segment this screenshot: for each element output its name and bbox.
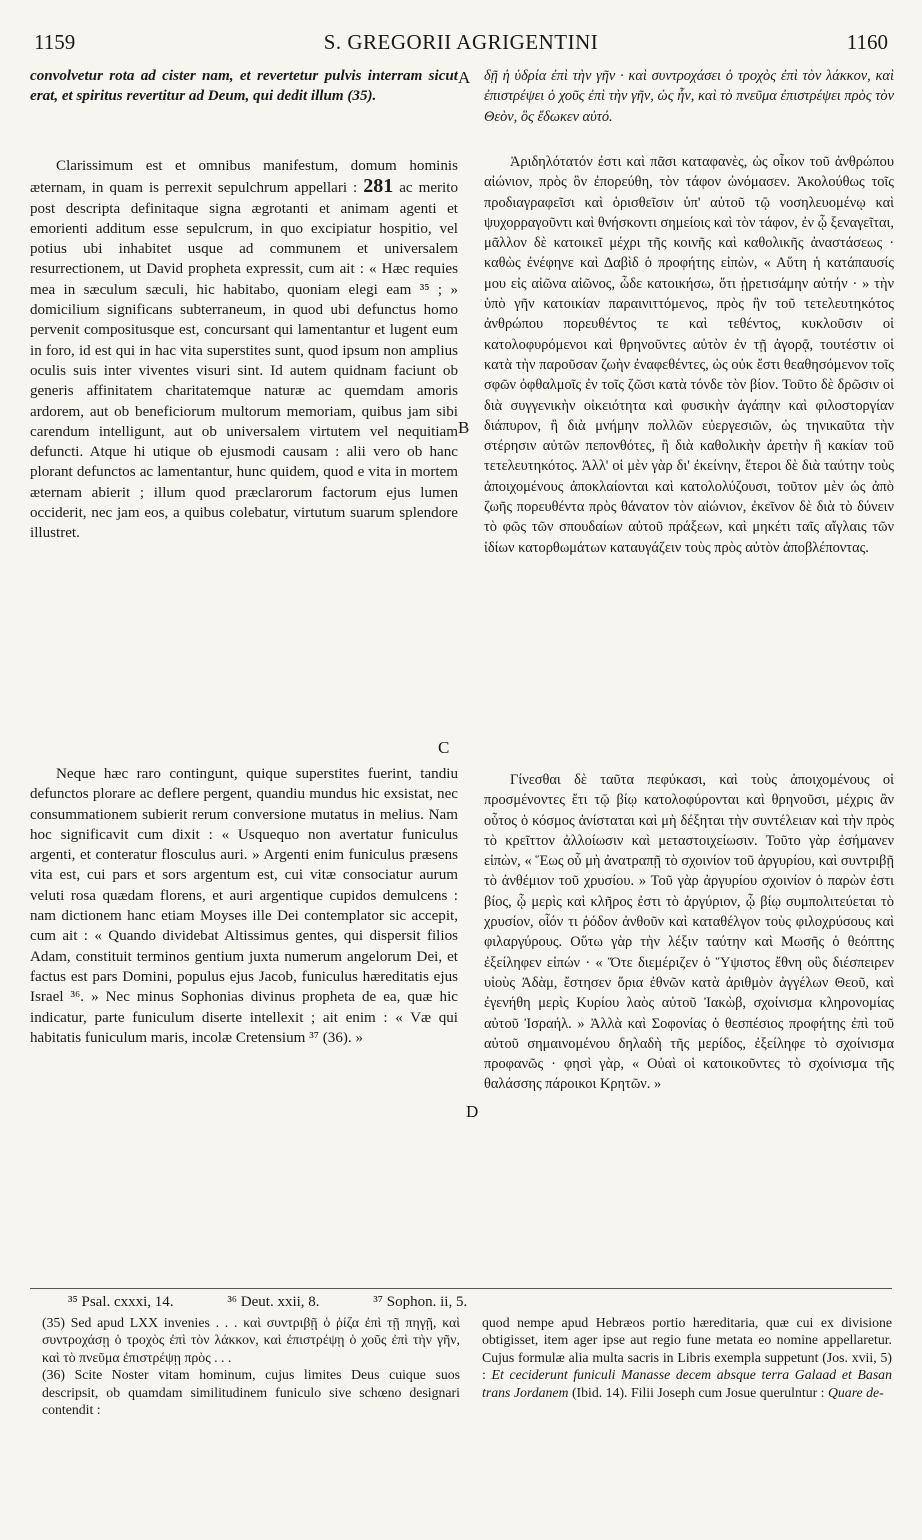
page-number-left: 1159 [34,30,76,54]
margin-letter-c: C [438,738,450,757]
footnote-36-text-b: (Ibid. 14). Filii Joseph cum Josue querulntur : [571,1384,825,1400]
latin-paragraph-2-rest: ac merito post descripta definitaque signa ægrotanti et animam agenti et emorienti additum esse sepulcrum, in quo excipiatur hospitio, vel potius ubi inhabitet usque ad communem et universalem resurrectionem, ut David propheta expressit, cum ait : « Hæc requies mea in sæculum sæculi, hic habitabo, quoniam elegi eam ³⁵ ; » domicilium significans subterraneum, in quod ubi defunctus homo pervenit compositusque est, concursant qui lamentantur et lugent eum in foro, id est qui in hac vita superstites sunt, quod ipsum non amplius oculis suis inter viventes visuri sint. Id autem quidnam faciunt ob generis affinitatem charitatemque naturæ ac quemdam amoris ardorem, aut ob beneficiorum multorum memoriam, quibus jam sibi carendum intelligunt, aut ob universalem virtutem vel nequitiam defuncti. Atque hi utique ob ejusmodi causam : alii vero ob hanc plorant defunctos ac lamentantur, hunc quidem, quod e vita in mortem æternam abierit ; illum quod præclarorum factorum ejus lumen occiderit, nec jam eos, a quibus colebatur, virtutum suarum splendore illustret. [30,180,458,542]
reference-37: ³⁷ Sophon. ii, 5. [373,1294,468,1310]
greek-section-1 [484,152,894,764]
page-header [34,30,888,60]
latin-paragraph-1: convolvetur rota ad cister nam, et revertetur pulvis interram sicut erat, et spiritus revertitur ad Deum, qui dedit illum (35). [30,68,458,105]
margin-letter-b: B [458,418,470,437]
margin-letter-a: A [458,68,471,87]
footnote-35: (35) Sed apud LXX invenies . . . καὶ συντριβῇ ὁ ῥίζα ἐπὶ τῇ πηγῇ, καὶ συντροχάσῃ ὁ τροχὸς ἐπὶ τὸν λάκκον, καὶ ἐπιστρέψῃ ὁ χοῦς ἐπὶ τὴν γῆν, καὶ τὸ πνεῦμα ἐπιστρέψῃ πρὸς . . . [42,1315,460,1365]
reference-35: ³⁵ Psal. cxxxi, 14. [68,1294,174,1310]
greek-paragraph-1: δῇ ἡ ὑδρία ἐπὶ τὴν γῆν · καὶ συντροχάσει ὁ τροχὸς ἐπὶ τὸν λάκκον, καὶ ἐπιστρέψει ὁ χοῦς ἐπὶ τὴν γῆν, ὡς ἦν, καὶ τὸ πνεῦμα ἐπιστρέψει πρὸς τὸν Θεὸν, ὃς ἔδωκεν αὐτό. [484,68,894,125]
greek-paragraph-2: Ἀριδηλότατόν ἐστι καὶ πᾶσι καταφανὲς, ὡς οἶκον τοῦ ἀνθρώπου αἰώνιον, πρὸς ὃν ἐπορεύθη, τὸν τάφον ὠνόμασεν. Ἀκολούθως τοῖς προδιαγραφεῖσι καὶ ὁρισθεῖσιν ὑπ' αὐτοῦ τῷ νοσηλευομένῳ καὶ ψυχορραγοῦντι καὶ θνήσκοντι σημείοις καὶ τὸν τάφον, ἐν ᾧ ξεναγεῖται, μᾶλλον δὲ κατοικεῖ μέχρι τῆς κοινῆς καὶ καθολικῆς ἀναστάσεως · καθὼς ἐνέφηνε καὶ Δαβὶδ ὁ προφήτης εἰπὼν, « Αὕτη ἡ κατάπαυσίς μου εἰς αἰῶνα αἰῶνος, ὧδε κατοικήσω, ὅτι ᾑρετισάμην αὐτήν · » τὴν ὑπὸ γῆν κατοικίαν παραινιττόμενος, πρὸς ἣν τοῦ τετελευτηκότος ἀνθρώπου πορευθέντος τε καὶ τεθέντος, κυκλοῦσιν οἱ κατολοφυρόμενοι καὶ θρηνοῦντες αὐτὸν ἐν τῇ ἀγορᾷ, τουτέστιν οἱ κατὰ τὴν παροῦσαν ζωὴν ἐναφεθέντες, ὡς οὐκ ἔστι θεαθησόμενον τοῖς σφῶν ὀφθαλμοῖς ἐν τοῖς ζῶσι κατὰ τόνδε τὸν βίον. Τοῦτο δὲ δρῶσιν οἱ διὰ συγγενικὴν οἰκειότητα καὶ φυσικὴν ἀγάπην καὶ φιλοστοργίαν διάπυρον, ἢ διὰ μνήμην πολλῶν εὐεργεσιῶν, ὡς τηνικαῦτα τὴν στέρησιν αὐτῶν πεπονθότες, ἢ διὰ καθολικὴν ἀρετὴν ἢ κακίαν τοῦ τετελευτηκότος. Ἀλλ' οἱ μὲν γὰρ δι' ἐκείνην, ἕτεροι δὲ διὰ ταύτην τοὺς ἀποιχομένους ἀποκλαίονται καὶ κατολολύζουσι, τοῦτον μὲν ὡς ἀπὸ ζωῆς πορευθέντα πρὸς θάνατον τὸν αἰώνιον, ἐκεῖνον δὲ διὰ τὸ δύνειν τὸ φῶς τῶν σπουδαίων αὐτοῦ πράξεων, καὶ μηκέτι ταῖς αἴγλαις τῶν ἰδίων κατορθωμάτων καταυγάζειν τοὺς πρὸς αὐτὸν ἀποβλέποντας. [484,154,894,556]
greek-paragraph-3: Γίνεσθαι δὲ ταῦτα πεφύκασι, καὶ τοὺς ἀποιχομένους οἱ προσμένοντες ἔτι τῷ βίῳ κατολοφύρονται καὶ θρηνοῦσι, μέχρις ἂν οὗτος ὁ κόσμος ἀνίσταται καὶ μὴ δέξηται τὴν συντέλειαν καὶ τὴν πρὸς τὸ κρεῖττον ἀλλοίωσιν καὶ μεταστοιχείωσιν. Τοῦτο γὰρ ἐσήμανεν εἰπὼν, « Ἕως οὗ μὴ ἀνατραπῇ τὸ σχοινίον τοῦ ἀργυρίου, καὶ συντριβῇ τὸ ἀνθέμιον τοῦ χρυσίου. » Τοῦ γὰρ ἀργυρίου σχοινίον ὁ παρὼν ἐστι βίος, ᾧ μερὶς καὶ κλῆρος ἐστι τὸ ἀργύριον, ᾧ βίῳ συμπολιτεύεται τὸ χρυσίον, οἷόν τι ῥόδον ἀνθοῦν καὶ καταθέλγον τοὺς φιλοχρύσους καὶ φιλαργύρους. Οὕτω γὰρ τὴν λέξιν ταύτην καὶ Μωσῆς ὁ θεόπτης ἐξείληφεν εἰπών · « Ὅτε διεμέριζεν ὁ Ὕψιστος ἔθνη οὓς διέσπειρεν υἱοὺς Ἀδὰμ, ἔστησεν ὅρια ἐθνῶν κατὰ ἀριθμὸν ἀγγέλων Θεοῦ, καὶ ἐγενήθη μερὶς Κυρίου λαὸς αὐτοῦ Ἰακὼβ, σχοίνισμα κληρονομίας αὐτοῦ Ἰσραήλ. » Ἀλλὰ καὶ Σοφονίας ὁ θεσπέσιος προφήτης ἐπὶ τοῦ αὐτοῦ σημαινομένου δηλαδὴ τῆς μερίδος, ἐξείληφε τὸ σχοίνισμα προφανῶς · φησὶ γὰρ, « Οὐαὶ οἱ κατοικοῦντες τὸ σχοίνισμα τῆς θαλάσσης πάροικοι Κρητῶν. » [484,772,894,1093]
running-title: S. GREGORII AGRIGENTINI [323,30,599,54]
footnote-36: (36) Scite Noster vitam hominum, cujus limites Deus cuique suos descripsit, ob quamdam similitudinem funiculo sive schœno designari contendit : [42,1367,460,1418]
latin-paragraph-2 [30,156,458,544]
footnote-36-continued [482,1314,892,1401]
scripture-references [68,1294,848,1311]
greek-section-2 [484,770,894,1276]
column-number-marker: 281 [363,175,394,198]
margin-letter-d: D [466,1102,479,1121]
latin-paragraph-3: Neque hæc raro contingunt, quique superstites fuerint, tandiu defunctos plorare ac deflere pergent, quandiu mundus hic exsistat, nec consummationem subierit rerum conversione mutatus in melius. Nam hoc significavit cum dixit : « Usquequo non avertatur funiculus argenti, et conteratur flosculus auri. » Argenti enim funiculus præsens vita est, cui pars et sors argentum est, cui vitæ consociatur aurum veluti rosa quædam florens, et auri argentique cupidos demulcens : nam dictionem hanc etiam Moyses ille Dei contemplator sic accepit, cum ait : « Quando dividebat Altissimus gentes, qui dispersit filios Adam, constituit terminos gentium juxta numerum angelorum Dei, et factus est pars Domini, populus ejus Jacob, funiculus hæreditatis ejus Israel ³⁶. » Nec minus Sophonias divinus propheta de ea, quæ hic indicatur, parte funiculum diserte intellexit ; ait enim : « Væ qui habitatis funiculum maris, incolæ Cretensium ³⁷ (36). » [30,766,458,1046]
latin-section-1 [30,156,458,746]
reference-36: ³⁶ Deut. xxii, 8. [227,1294,320,1310]
footnote-separator [30,1288,892,1289]
latin-section-2 [30,764,458,1276]
latin-paragraph-2-start: Clarissimum est et omnibus manifestum, domum hominis æternam, in quam is perrexit sepulchrum appellari : [30,158,458,197]
footnote-36-quote: Et ceciderunt funiculi Manasse decem absque terra Galaad et Basan trans Jordanem [482,1367,892,1400]
footnotes-right [482,1314,892,1462]
page-number-right: 1160 [846,30,888,54]
latin-opening-verse [30,66,458,128]
greek-opening-verse [484,66,894,148]
footnotes-left [42,1314,460,1462]
footnote-36-quote-b: Quare de- [827,1384,884,1400]
footnote-36-text-a: quod nempe apud Hebræos portio hæreditaria, quæ cui ex divisione obtigisset, item ager ipse aut regio fune metata eo nomine appellaretur. Cujus formulæ alia multa sacris in Libris exempla suppetunt (Jos. xvii, 5) : [482,1315,892,1383]
